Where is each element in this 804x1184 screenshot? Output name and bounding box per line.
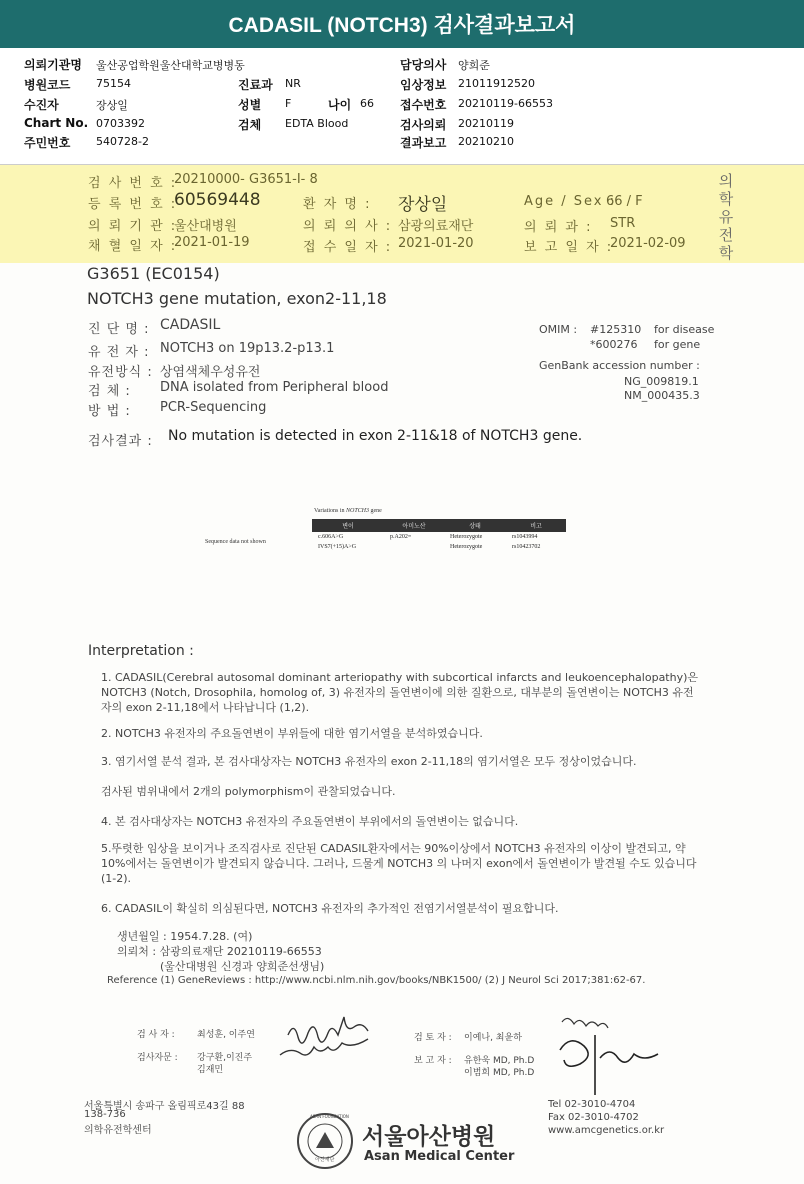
table-cell: Heterozygote [450, 544, 483, 550]
table-cell: c.606A>G [318, 534, 344, 540]
header-value: 장상일 [96, 99, 128, 112]
table-row [312, 532, 566, 542]
table-cell: rs1043994 [512, 534, 538, 540]
header-key: Chart No. [24, 116, 89, 130]
tester-names: 최성훈, 이주연 [197, 1030, 255, 1040]
interpretation-item: 검사된 범위내에서 2개의 polymorphism이 관찰되었습니다. [101, 785, 396, 798]
variations-caption: Variations in NOTCH3 gene [314, 508, 382, 514]
omim-disease: #125310 [590, 323, 642, 336]
header-value: 20210119-66553 [458, 97, 553, 110]
seal-inner: 아산재단 [315, 1157, 335, 1163]
table-cell [384, 542, 444, 552]
tester2-names-b: 김재민 [197, 1065, 224, 1075]
tester2-label: 검사자문 : [137, 1053, 178, 1063]
genbank-ng: NG_009819.1 [624, 375, 699, 388]
side-label-char: 학 [718, 190, 734, 208]
header-value: 0703392 [96, 117, 145, 130]
interpretation-item: 6. CADASIL이 확실히 의심된다면, NOTCH3 유전자의 추가적인 전염기서열분석이 필요합니다. [101, 902, 559, 915]
doctor: 삼광의료재단 [398, 219, 474, 234]
test-name: NOTCH3 gene mutation, exon2-11,18 [87, 289, 387, 308]
birth-date: 생년월일 : 1954.7.28. (여) [117, 930, 253, 943]
inst-label: 의 뢰 기 관 : [88, 219, 178, 234]
table-header: 아미노산 [384, 519, 444, 532]
method-label: 방 법 : [88, 404, 131, 419]
omim-gene-note: for gene [654, 338, 701, 351]
doctor-label: 의 뢰 의 사 : [303, 219, 393, 234]
header-info-panel [0, 48, 804, 165]
reference: Reference (1) GeneReviews : http://www.ncbi.nlm.nih.gov/books/NBK1500/ (2) J Neurol Sci 2017;381:62-67. [107, 975, 646, 986]
inherit-label: 유전방식 : [88, 365, 153, 380]
genbank-label: GenBank accession number : [539, 359, 700, 372]
header-value: 66 [360, 97, 374, 110]
fax: Fax 02-3010-4702 [548, 1112, 639, 1123]
seal-text: ASAN FOUNDATION [310, 1114, 349, 1119]
reporter-name: 유한욱 MD, Ph.D [464, 1056, 535, 1066]
report-title: CADASIL (NOTCH3) 검사결과보고서 [0, 0, 804, 48]
address-line2: 138-736 [84, 1109, 126, 1120]
header-value: NR [285, 77, 301, 90]
table-row [312, 542, 566, 552]
specimen-label: 검 체 : [88, 384, 131, 399]
reg-no: 60569448 [174, 190, 261, 210]
gene-label: 유 전 자 : [88, 345, 150, 360]
table-header: 상태 [444, 519, 506, 532]
dx-value: CADASIL [160, 317, 221, 333]
header-value: F [285, 97, 292, 110]
table-cell: p.A202= [390, 534, 412, 540]
receive-label: 접 수 일 자 : [303, 240, 393, 255]
side-label-char: 전 [718, 226, 734, 244]
dept: STR [610, 216, 636, 231]
test-code: G3651 (EC0154) [87, 264, 220, 283]
genbank-nm: NM_000435.3 [624, 389, 700, 402]
collect-label: 채 혈 일 자 : [88, 239, 178, 254]
reporter-signature [540, 1010, 670, 1100]
reporter-label: 보 고 자 : [414, 1056, 452, 1066]
table-cell: IVS7(+15)A>G [318, 544, 357, 550]
tester-signature [270, 1005, 390, 1080]
interpretation-item: 3. 염기서열 분석 결과, 본 검사대상자는 NOTCH3 유전자의 exon 2-11,18의 염기서열은 모두 정상이었습니다. [101, 755, 637, 768]
exam-no: 20210000- G3651-I- 8 [174, 172, 318, 187]
exam-no-label: 검 사 번 호 : [88, 176, 178, 191]
receive-date: 2021-01-20 [398, 236, 474, 251]
header-key: 담당의사 [400, 58, 447, 72]
result-label: 검사결과 : [88, 434, 153, 449]
dept-label: 의 뢰 과 : [524, 220, 593, 235]
table-cell: Heterozygote [450, 534, 483, 540]
hospital-name-en: Asan Medical Center [364, 1149, 515, 1164]
report-label: 보 고 일 자 : [524, 240, 614, 255]
interpretation-item: 2. NOTCH3 유전자의 주요돌연변이 부위들에 대한 염기서열을 분석하였습니다. [101, 727, 483, 740]
header-key: 접수번호 [400, 98, 447, 112]
report-date: 2021-02-09 [610, 236, 686, 251]
header-key: 검체 [238, 118, 262, 132]
header-value: 20210119 [458, 117, 514, 130]
header-key: 나이 [328, 98, 352, 112]
reg-no-label: 등 록 번 호 : [88, 197, 178, 212]
interpretation-item: 5.뚜렷한 임상을 보이거나 조직검사로 진단된 CADASIL환자에서는 90%이상에서 NOTCH3 유전자의 이상이 발견되고, 약 10%에서는 돌연변이가 발견되지 않습니다. 그러나, 드물게 NOTCH3 의 나머지 exon에서 돌연변이가 발견될 수도 있습니다 (1-2). [101, 842, 697, 885]
header-value: EDTA Blood [285, 117, 349, 130]
referrer-detail: (울산대병원 신경과 양희준선생님) [160, 960, 325, 973]
agesex-label: Age / Sex : [524, 194, 617, 209]
table-cell: rs10423702 [512, 544, 541, 550]
side-label-char: 학 [718, 244, 734, 262]
interpretation-item: 1. CADASIL(Cerebral autosomal dominant arteriopathy with subcortical infarcts and leukoencephalopathy)은 NOTCH3 (Notch, Drosophila, homolog of, 3) 유전자의 돌연변이에 의한 질환으로, 대부분의 돌연변이는 NOTCH3 유전자의 exon 2-11,18에서 나타납니다 (1,2). [101, 671, 699, 714]
hospital-name-kr: 서울아산병원 [362, 1124, 496, 1150]
patient-name: 장상일 [398, 195, 448, 215]
dx-label: 진 단 명 : [88, 322, 150, 337]
specimen-value: DNA isolated from Peripheral blood [160, 380, 389, 395]
header-key: 결과보고 [400, 136, 447, 150]
header-key: 임상정보 [400, 78, 447, 92]
agesex: 66 / F [606, 194, 643, 209]
side-label-char: 유 [718, 208, 734, 226]
omim-disease-note: for disease [654, 323, 715, 336]
table-header: 변이 [312, 519, 384, 532]
tester2-names: 강구환,이진주 [197, 1053, 253, 1063]
header-value: 21011912520 [458, 77, 535, 90]
inst: 울산대병원 [174, 219, 237, 234]
header-key: 수진자 [24, 98, 59, 112]
omim-label: OMIM : [539, 323, 578, 336]
omim-gene: *600276 [590, 338, 638, 351]
reporter-name-2: 이범희 MD, Ph.D [464, 1068, 535, 1078]
header-key: 성별 [238, 98, 262, 112]
method-value: PCR-Sequencing [160, 400, 267, 415]
header-value: 540728-2 [96, 135, 149, 148]
header-value: 양희준 [458, 59, 490, 72]
address-line1: 서울특별시 송파구 올림픽로43길 88 [84, 1101, 245, 1112]
header-key: 진료과 [238, 78, 273, 92]
header-key: 의뢰기관명 [24, 58, 82, 72]
interpretation-heading: Interpretation : [88, 643, 194, 659]
reviewer-names: 이예나, 최윤하 [464, 1033, 522, 1043]
result-text: No mutation is detected in exon 2-11&18 of NOTCH3 gene. [168, 428, 583, 444]
website: www.amcgenetics.or.kr [548, 1125, 665, 1136]
header-value: 20210210 [458, 135, 514, 148]
reviewer-label: 검 토 자 : [414, 1033, 452, 1043]
referrer: 의뢰처 : 삼광의료재단 20210119-66553 [117, 945, 322, 958]
variations-table [312, 519, 566, 552]
table-header: 비고 [506, 519, 566, 532]
side-label-char: 의 [718, 172, 734, 190]
header-value: 75154 [96, 77, 131, 90]
address-line3: 의학유전학센터 [84, 1125, 152, 1136]
tel: Tel 02-3010-4704 [548, 1099, 636, 1110]
header-key: 병원코드 [24, 78, 71, 92]
collect-date: 2021-01-19 [174, 235, 250, 250]
interpretation-item: 4. 본 검사대상자는 NOTCH3 유전자의 주요돌연변이 부위에서의 돌연변이는 없습니다. [101, 815, 519, 828]
inherit-value: 상염색체우성유전 [160, 365, 261, 380]
header-key: 주민번호 [24, 136, 71, 150]
sequence-note: Sequence data not shown [205, 539, 266, 545]
patient-label: 환 자 명 : [303, 197, 372, 212]
tester-label: 검 사 자 : [137, 1030, 175, 1040]
header-key: 검사의뢰 [400, 118, 447, 132]
header-value: 울산공업학원울산대학교병병동 [96, 59, 245, 72]
gene-value: NOTCH3 on 19p13.2-p13.1 [160, 341, 335, 356]
